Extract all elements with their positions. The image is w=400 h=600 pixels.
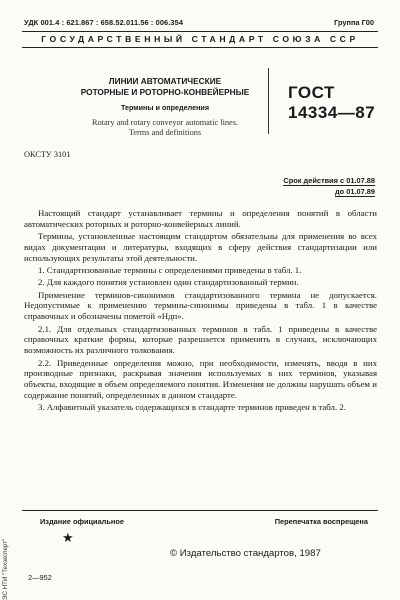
body-paragraph: 2.2. Приведенные определения можно, при необходимости, изменять, вводя в них производные признаки, раскрывая значения используемых в них терминов, указывая объекты, входящие в объем определяемого понятия. Изменения не должны нарушать объем и содержание понятий, определенных в данном стандарте. [24,357,377,401]
body-paragraph: Применение терминов-синонимов стандартизованного термина не допускается. Недопустимые к применению термины-синонимы приведены в табл. 1 в качестве справочных и обозначены пометой «Ндп». [24,289,377,322]
side-watermark: ЭС НТИ "Техэксперт" [2,538,9,600]
validity-period [283,175,375,197]
title-line-1: ЛИНИИ АВТОМАТИЧЕСКИЕ [108,76,222,86]
publisher-copyright: © Издательство стандартов, 1987 [170,548,321,559]
okstu-code: ОКСТУ 3101 [24,150,71,159]
title-divider [268,68,269,134]
body-paragraph: 2.1. Для отдельных стандартизованных терминов в табл. 1 приведены в качестве справочных краткие формы, которые разрешается применять в случаях, исключающих возможность их различного толкования. [24,323,377,356]
validity-from: Срок действия с 01.07.88 [283,176,375,185]
official-edition-label: Издание официальное [40,517,125,526]
udk-code: УДК 001.4 : 621.867 : 658.52.011.56 : 006.354 [24,18,184,27]
document-title [70,76,260,98]
gost-code: 14334—87 [288,103,376,122]
english-title-line-1: Rotary and rotary conveyor automatic lines. [91,118,239,127]
gost-number [288,83,375,123]
title-line-2: РОТОРНЫЕ И РОТОРНО-КОНВЕЙЕРНЫЕ [80,87,250,97]
validity-to: до 01.07.89 [334,187,375,196]
body-paragraph: Настоящий стандарт устанавливает термины и определения понятий в области автоматических роторных и роторно-конвейерных линий. [24,208,377,229]
group-code: Группа Г00 [334,18,374,27]
english-title-line-2: Terms and definitions [128,128,202,137]
standard-banner: ГОСУДАРСТВЕННЫЙ СТАНДАРТ СОЮЗА ССР [41,34,359,44]
star-icon: ★ [62,530,74,545]
body-paragraph: 3. Алфавитный указатель содержащихся в стандарте терминов приведен в табл. 2. [38,402,346,413]
document-body [24,208,377,415]
print-code: 2—952 [28,573,52,582]
body-paragraph: 1. Стандартизованные термины с определениями приведены в табл. 1. [38,265,302,276]
body-paragraph: Термины, установленные настоящим стандартом обязательны для применения во всех видах документации и литературы, входящих в сферу действия стандартизации или использующих результаты этой деятельности. [24,231,377,263]
gost-label: ГОСТ [288,83,335,102]
banner-rule [22,47,378,48]
body-paragraph: 2. Для каждого понятия установлен один стандартизованный термин. [38,277,299,288]
footer-rule [22,510,378,511]
english-title [50,118,280,138]
reprint-prohibited-label: Перепечатка воспрещена [274,517,368,526]
document-subtitle: Термины и определения [120,103,210,112]
top-rule [22,31,378,32]
